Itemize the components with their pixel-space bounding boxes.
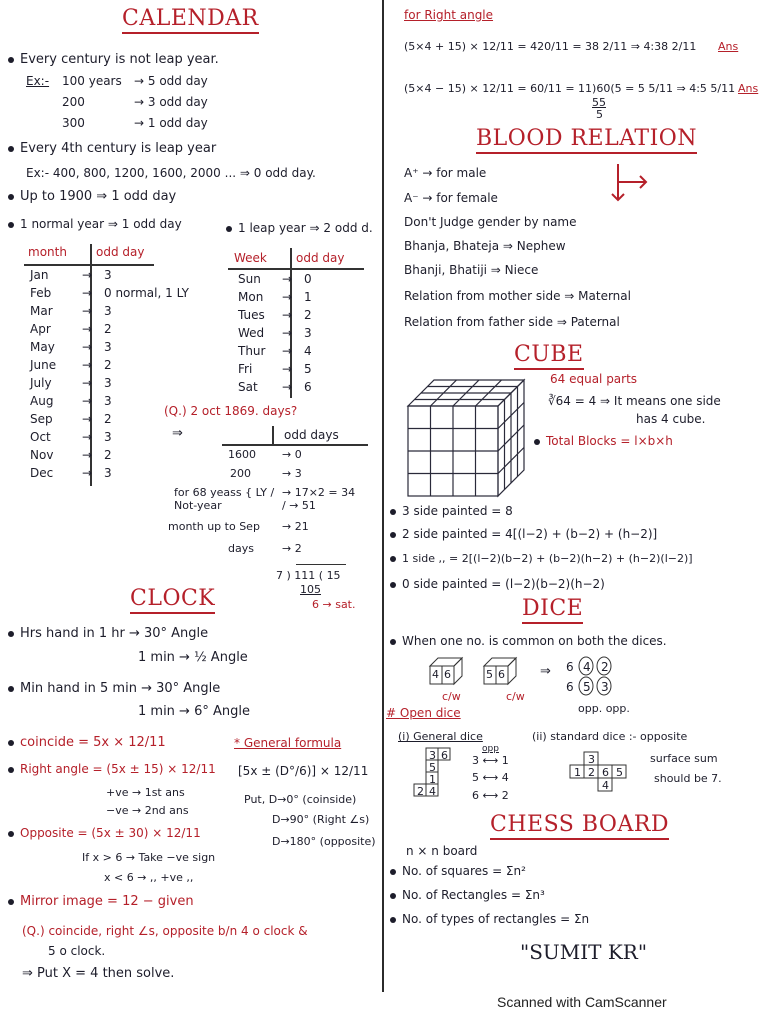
gen-net-0: 3 bbox=[429, 749, 436, 762]
gender-symbol-icon bbox=[606, 160, 656, 206]
week-name: Sun bbox=[238, 272, 261, 286]
arrow-icon: → bbox=[82, 394, 93, 408]
month-odd: 0 normal, 1 LY bbox=[104, 286, 189, 300]
calendar-bullet-2: Every 4th century is leap year bbox=[8, 141, 216, 156]
clock-title: CLOCK bbox=[130, 586, 215, 614]
std-net-1: 1 bbox=[574, 766, 581, 779]
clock-question: (Q.) coincide, right ∠s, opposite b/n 4 o clock & bbox=[22, 924, 308, 938]
odd-days-head: odd days bbox=[284, 428, 339, 442]
scanner-watermark: Scanned with CamScanner bbox=[497, 994, 667, 1010]
week-head: Week bbox=[234, 251, 267, 265]
clock-question-c: ⇒ Put X = 4 then solve. bbox=[22, 966, 175, 981]
week-table bbox=[238, 270, 312, 396]
month-name: Jan bbox=[30, 268, 49, 282]
chess-squares: No. of squares = Σn² bbox=[390, 864, 526, 878]
month-name: Nov bbox=[30, 448, 54, 462]
arrow-icon: → bbox=[82, 304, 93, 318]
dice-res-1: 4 bbox=[583, 660, 591, 674]
week-odd: 6 bbox=[304, 380, 312, 394]
chess-types: No. of types of rectangles = Σn bbox=[390, 912, 589, 926]
gen-net-4: 2 bbox=[417, 785, 424, 798]
clock-mirror: Mirror image = 12 − given bbox=[8, 894, 194, 909]
arrow-icon: → bbox=[82, 448, 93, 462]
open-dice-label: # Open dice bbox=[386, 706, 461, 720]
dice-2-face-b: 6 bbox=[498, 668, 505, 681]
dice-1-face-b: 6 bbox=[444, 668, 451, 681]
odd-row-4-b: → 2 bbox=[282, 542, 302, 555]
arrow-icon: → bbox=[282, 344, 293, 358]
blood-title: BLOOD RELATION bbox=[476, 126, 697, 154]
dice-res-4: 5 bbox=[583, 680, 591, 694]
arrow-icon: → bbox=[282, 290, 293, 304]
right-angle-line-2: (5×4 − 15) × 12/11 = 60/11 = 11)60(5 = 5 5/11 ⇒ 4:5 5/11 bbox=[404, 82, 736, 95]
week-odd: 3 bbox=[304, 326, 312, 340]
month-row bbox=[30, 302, 189, 320]
month-odd: 3 bbox=[104, 340, 112, 354]
odd-row-3-a: month up to Sep bbox=[168, 520, 260, 533]
right-pos: +ve → 1st ans bbox=[106, 786, 185, 799]
put-180: D→180° (opposite) bbox=[272, 835, 376, 848]
week-row bbox=[238, 270, 312, 288]
std-net-0: 3 bbox=[588, 753, 595, 766]
std-net-5: 4 bbox=[602, 779, 609, 792]
cube-parts: 64 equal parts bbox=[550, 372, 638, 386]
blood-line-3: Bhanja, Bhateja ⇒ Nephew bbox=[404, 239, 566, 253]
clock-hrs-1: Hrs hand in 1 hr → 30° Angle bbox=[8, 626, 208, 641]
week-name: Tues bbox=[238, 308, 265, 322]
opp-rule-2: x < 6 → ,, +ve ,, bbox=[104, 871, 194, 884]
arrow-icon: → bbox=[82, 286, 93, 300]
question-arrow: ⇒ bbox=[172, 426, 183, 441]
week-name: Mon bbox=[238, 290, 264, 304]
std-rule-b: surface sum bbox=[650, 752, 718, 765]
std-dice-label: (ii) standard dice :- opposite bbox=[532, 730, 688, 743]
blood-line-4: Bhanji, Bhatiji ⇒ Niece bbox=[404, 263, 539, 277]
chess-board: n × n board bbox=[406, 844, 478, 858]
general-formula-label: * General formula bbox=[234, 736, 342, 750]
gen-net-2: 5 bbox=[429, 761, 436, 774]
right-angle-ans-2: Ans bbox=[738, 82, 759, 95]
month-odd: 3 bbox=[104, 394, 112, 408]
month-odd: 3 bbox=[104, 304, 112, 318]
dice-2-face-a: 5 bbox=[486, 668, 493, 681]
cube-2side: 2 side painted = 4[(l−2) + (b−2) + (h−2)] bbox=[390, 527, 657, 541]
month-name: May bbox=[30, 340, 55, 354]
ex-row-0-a: 100 years bbox=[62, 74, 122, 88]
month-name: June bbox=[30, 358, 57, 372]
ex-row-1-a: 200 bbox=[62, 95, 85, 109]
month-row bbox=[30, 446, 189, 464]
dice-title: DICE bbox=[522, 596, 583, 624]
chess-rectangles: No. of Rectangles = Σn³ bbox=[390, 888, 545, 902]
arrow-icon: → bbox=[82, 268, 93, 282]
odd-row-4-a: days bbox=[228, 542, 254, 555]
division-result: 6 → sat. bbox=[312, 598, 356, 611]
month-head: month bbox=[28, 245, 67, 259]
general-formula: [5x ± (D°/6)] × 12/11 bbox=[238, 764, 369, 778]
gen-pair-1: 5 ⟷ 4 bbox=[472, 771, 509, 784]
month-odd: 2 bbox=[104, 358, 112, 372]
arrow-icon: → bbox=[82, 430, 93, 444]
month-row bbox=[30, 320, 189, 338]
dice-res-0: 6 bbox=[566, 660, 574, 674]
gen-pair-0: 3 ⟷ 1 bbox=[472, 754, 509, 767]
week-odd: 0 bbox=[304, 272, 312, 286]
blood-line-2: Don't Judge gender by name bbox=[404, 215, 577, 229]
calendar-bullet-4: 1 normal year ⇒ 1 odd day bbox=[8, 217, 182, 231]
month-row bbox=[30, 284, 189, 302]
clock-min-2: 1 min → 6° Angle bbox=[138, 704, 250, 719]
week-row bbox=[238, 288, 312, 306]
dice-res-2: 2 bbox=[601, 660, 609, 674]
cube-3side: 3 side painted = 8 bbox=[390, 504, 513, 518]
week-name: Thur bbox=[238, 344, 266, 358]
clock-question-b: 5 o clock. bbox=[48, 944, 106, 958]
dice-res-3: 6 bbox=[566, 680, 574, 694]
month-row bbox=[30, 428, 189, 446]
month-name: Dec bbox=[30, 466, 54, 480]
odd-row-1-a: 200 bbox=[230, 467, 251, 480]
blood-line-6: Relation from father side ⇒ Paternal bbox=[404, 315, 620, 329]
week-row bbox=[238, 324, 312, 342]
odd-row-0-b: → 0 bbox=[282, 448, 302, 461]
calendar-example-2: Ex:- 400, 800, 1200, 1600, 2000 ... ⇒ 0 odd day. bbox=[26, 166, 316, 180]
week-odd: 1 bbox=[304, 290, 312, 304]
week-name: Sat bbox=[238, 380, 258, 394]
calendar-question: (Q.) 2 oct 1869. days? bbox=[164, 404, 298, 418]
calendar-bullet-3: Up to 1900 ⇒ 1 odd day bbox=[8, 189, 176, 204]
odd-head-vline bbox=[272, 426, 274, 444]
dice-res-label: opp. opp. bbox=[578, 702, 630, 715]
division-5: 5 bbox=[596, 108, 603, 121]
arrow-icon: → bbox=[82, 340, 93, 354]
cube-title: CUBE bbox=[514, 342, 584, 370]
put-0: Put, D→0° (coinside) bbox=[244, 793, 357, 806]
gen-net-3: 1 bbox=[429, 773, 436, 786]
month-name: Aug bbox=[30, 394, 54, 408]
odd-row-0-a: 1600 bbox=[228, 448, 256, 461]
odd-row-3-b: → 21 bbox=[282, 520, 309, 533]
month-odd: 3 bbox=[104, 466, 112, 480]
clock-hrs-2: 1 min → ½ Angle bbox=[138, 650, 248, 665]
cube-root: ∛64 = 4 ⇒ It means one side bbox=[548, 394, 721, 408]
month-name: Apr bbox=[30, 322, 51, 336]
blood-line-1: A⁻ → for female bbox=[404, 191, 498, 205]
gen-pair-2: 6 ⟷ 2 bbox=[472, 789, 509, 802]
dice-implies: ⇒ bbox=[540, 664, 551, 679]
ex-row-1-b: → 3 odd day bbox=[134, 95, 208, 109]
std-net-4: 5 bbox=[616, 766, 623, 779]
clock-coincide: coincide = 5x × 12/11 bbox=[8, 735, 166, 750]
dice-circles-icon bbox=[576, 656, 620, 700]
std-rule-c: should be 7. bbox=[654, 772, 722, 785]
chess-title: CHESS BOARD bbox=[490, 812, 669, 840]
column-divider bbox=[382, 0, 384, 992]
arrow-icon: → bbox=[82, 358, 93, 372]
arrow-icon: → bbox=[282, 326, 293, 340]
calendar-title: CALENDAR bbox=[122, 6, 259, 34]
arrow-icon: → bbox=[282, 272, 293, 286]
arrow-icon: → bbox=[282, 308, 293, 322]
week-odd: 4 bbox=[304, 344, 312, 358]
month-odd: 3 bbox=[104, 268, 112, 282]
cube-0side: 0 side painted = (l−2)(b−2)(h−2) bbox=[390, 577, 605, 591]
division-line: 7 ) 111 ( 15 bbox=[276, 569, 341, 582]
month-row bbox=[30, 356, 189, 374]
month-odd: 3 bbox=[104, 430, 112, 444]
gen-opp-label: opp bbox=[482, 744, 499, 754]
cube-1side: 1 side ,, = 2[(l−2)(b−2) + (b−2)(h−2) + (h−2)(l−2)] bbox=[390, 552, 693, 565]
put-90: D→90° (Right ∠s) bbox=[272, 813, 370, 826]
ex-row-2-a: 300 bbox=[62, 116, 85, 130]
dice-res-5: 3 bbox=[601, 680, 609, 694]
gen-net-5: 4 bbox=[429, 785, 436, 798]
month-odd: 3 bbox=[104, 376, 112, 390]
arrow-icon: → bbox=[82, 322, 93, 336]
month-table bbox=[30, 266, 189, 482]
dice-1-face-a: 4 bbox=[432, 668, 439, 681]
week-row bbox=[238, 360, 312, 378]
arrow-icon: → bbox=[82, 466, 93, 480]
std-net-2: 2 bbox=[588, 766, 595, 779]
month-name: Feb bbox=[30, 286, 52, 300]
clock-min-1: Min hand in 5 min → 30° Angle bbox=[8, 681, 220, 696]
arrow-icon: → bbox=[282, 362, 293, 376]
month-row bbox=[30, 266, 189, 284]
cube-total: Total Blocks = l×b×h bbox=[534, 434, 673, 448]
arrow-icon: → bbox=[82, 412, 93, 426]
odd-head-line bbox=[222, 444, 368, 446]
month-name: Sep bbox=[30, 412, 53, 426]
author-signature: "SUMIT KR" bbox=[520, 940, 648, 964]
ex-row-0-b: → 5 odd day bbox=[134, 74, 208, 88]
month-odd: 2 bbox=[104, 412, 112, 426]
dice-rule: When one no. is common on both the dices. bbox=[390, 634, 667, 648]
blood-line-5: Relation from mother side ⇒ Maternal bbox=[404, 289, 631, 303]
dice-2-dir: c/w bbox=[506, 690, 525, 703]
week-odd: 5 bbox=[304, 362, 312, 376]
sum-line bbox=[296, 564, 346, 565]
scanner-footer bbox=[0, 992, 768, 1024]
odd-row-2-a: for 68 yeass { LY / Not-year bbox=[174, 486, 275, 512]
month-odd: 2 bbox=[104, 322, 112, 336]
opp-rule-1: If x > 6 → Take −ve sign bbox=[82, 851, 216, 864]
right-angle-line-1: (5×4 + 15) × 12/11 = 420/11 = 38 2/11 ⇒ 4:38 2/11 bbox=[404, 40, 697, 53]
month-name: July bbox=[30, 376, 52, 390]
cube-grid-icon bbox=[404, 376, 534, 500]
month-row bbox=[30, 374, 189, 392]
month-name: Oct bbox=[30, 430, 51, 444]
division-55: 55 bbox=[592, 96, 606, 109]
week-row bbox=[238, 342, 312, 360]
week-row bbox=[238, 378, 312, 396]
calendar-bullet-5: 1 leap year ⇒ 2 odd d. bbox=[226, 221, 373, 235]
week-row bbox=[238, 306, 312, 324]
week-odd: 2 bbox=[304, 308, 312, 322]
right-angle-ans-1: Ans bbox=[718, 40, 739, 53]
right-neg: −ve → 2nd ans bbox=[106, 804, 189, 817]
clock-right-angle: Right angle = (5x ± 15) × 12/11 bbox=[8, 762, 216, 776]
arrow-icon: → bbox=[82, 376, 93, 390]
clock-opposite: Opposite = (5x ± 30) × 12/11 bbox=[8, 826, 201, 840]
right-angle-label: for Right angle bbox=[404, 8, 494, 22]
example-label: Ex:- bbox=[26, 74, 50, 88]
month-odd: 2 bbox=[104, 448, 112, 462]
month-name: Mar bbox=[30, 304, 53, 318]
division-105: 105 bbox=[300, 583, 321, 596]
month-odd-head: odd day bbox=[96, 245, 145, 259]
dice-1-dir: c/w bbox=[442, 690, 461, 703]
odd-row-2-b: → 17×2 = 34 / → 51 bbox=[282, 486, 356, 512]
ex-row-2-b: → 1 odd day bbox=[134, 116, 208, 130]
gen-net-1: 6 bbox=[441, 749, 448, 762]
week-odd-head: odd day bbox=[296, 251, 345, 265]
week-name: Fri bbox=[238, 362, 253, 376]
month-row bbox=[30, 338, 189, 356]
week-name: Wed bbox=[238, 326, 265, 340]
arrow-icon: → bbox=[282, 380, 293, 394]
general-dice-label: (i) General dice bbox=[398, 730, 483, 743]
std-net-3: 6 bbox=[602, 766, 609, 779]
odd-row-1-b: → 3 bbox=[282, 467, 302, 480]
blood-line-0: A⁺ → for male bbox=[404, 166, 487, 180]
month-row bbox=[30, 464, 189, 482]
cube-root-b: has 4 cube. bbox=[636, 412, 706, 426]
calendar-bullet-1: Every century is not leap year. bbox=[8, 52, 219, 67]
